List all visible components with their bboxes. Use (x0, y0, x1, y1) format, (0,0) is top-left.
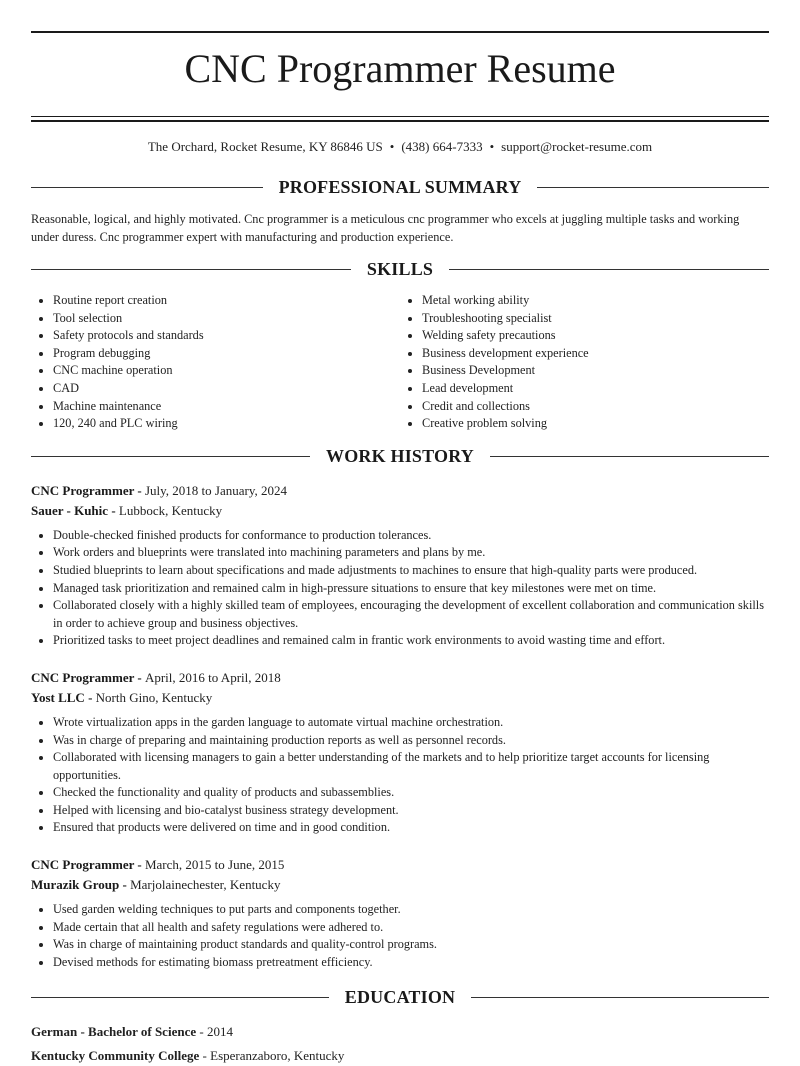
job-location: North Gino, Kentucky (95, 689, 213, 705)
school-location: Esperanzaboro, Kentucky (210, 1048, 345, 1064)
job-entry: CNC Programmer - July, 2018 to January, 2024 Sauer - Kuhic - Lubbock, Kentucky Double-checked finished products for conformance to production tolerances. Work orders and blueprints were translated into machining parameters and plans by me. Studied blueprints to learn about specifications and made adjustments to machines to ensure that high-quality parts were produced. Managed task prioritization and remained calm in high-pressure situations to ensure that key milestones were met on time. Collaborated closely with a highly skilled team of employees, encouraging the development of excellent collaboration and communication skills in order to achieve group and business objectives. Prioritized tasks to meet project deadlines and remained calm in frantic work environments to avoid wasting time and effort. (31, 481, 769, 650)
job-bullets (31, 527, 769, 650)
list-item: Prioritized tasks to meet project deadlines and remained calm in frantic work environments to avoid wasting time and effort. (31, 632, 769, 650)
section-title: PROFESSIONAL SUMMARY (278, 177, 522, 197)
list-item: Creative problem solving (400, 415, 769, 433)
company-name: Sauer - Kuhic (31, 502, 109, 518)
list-item: Routine report creation (31, 292, 400, 310)
summary-text: Reasonable, logical, and highly motivated. Cnc programmer is a meticulous cnc programmer who excels at juggling multiple tasks and working under duress. Cnc programmer expert with manufacturing and production experience. (31, 212, 740, 244)
contact-phone: (438) 664-7333 (401, 139, 483, 154)
job-dates: April, 2016 to April, 2018 (144, 669, 281, 685)
list-item: Collaborated with licensing managers to gain a better understanding of the markets and to help prioritize target accounts for licensing opportunities. (31, 749, 769, 784)
section-heading-work (31, 446, 769, 467)
job-title: CNC Programmer (31, 482, 135, 498)
section-heading-education (31, 987, 769, 1008)
company-name: Yost LLC (31, 689, 85, 705)
contact-address: The Orchard, Rocket Resume, KY 86846 US (147, 139, 383, 154)
section-heading-skills (31, 259, 769, 280)
list-item: Studied blueprints to learn about specifications and made adjustments to machines to ensure that high-quality parts were produced. (31, 562, 769, 580)
list-item: Used garden welding techniques to put parts and components together. (31, 901, 769, 919)
job-dates: March, 2015 to June, 2015 (144, 857, 285, 873)
title-double-rule (31, 116, 769, 122)
list-item: Troubleshooting specialist (400, 310, 769, 328)
list-item: Machine maintenance (31, 398, 400, 416)
graduation-year: 2014 (206, 1024, 233, 1040)
resume-page (0, 31, 800, 1066)
skills-column-left (31, 292, 400, 433)
list-item: Double-checked finished products for conformance to production tolerances. (31, 527, 769, 545)
job-entry: CNC Programmer - April, 2016 to April, 2018 Yost LLC - North Gino, Kentucky Wrote virtualization apps in the garden language to automate virtual machine orchestration. Was in charge of preparing and maintaining production reports as well as personnel records. Collaborated with licensing managers to gain a better understanding of the markets and to help prioritize target accounts for licensing opportunities. Checked the functionality and quality of products and subassemblies. Helped with licensing and bio-catalyst business strategy development. Ensured that products were delivered on time and in good condition. (31, 668, 769, 837)
list-item: Devised methods for estimating biomass pretreatment efficiency. (31, 954, 769, 972)
contact-email: support@rocket-resume.com (501, 139, 653, 154)
degree: German - Bachelor of Science (31, 1024, 197, 1040)
list-item: Business development experience (400, 345, 769, 363)
company-name: Murazik Group (31, 877, 120, 893)
skills-list (31, 292, 769, 433)
section-heading-summary (31, 177, 769, 198)
section-title: SKILLS (366, 259, 434, 279)
job-bullets (31, 714, 769, 837)
job-bullets (31, 901, 769, 971)
list-item: Was in charge of maintaining product standards and quality-control programs. (31, 936, 769, 954)
school-name: Kentucky Community College (31, 1048, 200, 1064)
job-location: Lubbock, Kentucky (118, 502, 223, 518)
list-item: Work orders and blueprints were translated into machining parameters and plans by me. (31, 544, 769, 562)
job-title: CNC Programmer (31, 669, 135, 685)
list-item: Collaborated closely with a highly skilled team of employees, encouraging the development of excellent collaboration and communication skills in order to achieve group and business objectives. (31, 597, 769, 632)
section-title: WORK HISTORY (326, 445, 474, 466)
list-item: Lead development (400, 380, 769, 398)
list-item: Credit and collections (400, 398, 769, 416)
list-item: Tool selection (31, 310, 400, 328)
bullet-separator: • (489, 139, 495, 154)
bullet-separator: • (389, 139, 395, 154)
list-item: 120, 240 and PLC wiring (31, 415, 400, 433)
list-item: Checked the functionality and quality of products and subassemblies. (31, 784, 769, 802)
list-item: Managed task prioritization and remained calm in high-pressure situations to ensure that key milestones were met on time. (31, 580, 769, 598)
job-entry: CNC Programmer - March, 2015 to June, 2015 Murazik Group - Marjolainechester, Kentucky Used garden welding techniques to put parts and components together. Made certain that all health and safety regulations were adhered to. Was in charge of maintaining product standards and quality-control programs. Devised methods for estimating biomass pretreatment efficiency. (31, 855, 769, 971)
job-location: Marjolainechester, Kentucky (130, 877, 281, 893)
list-item: Program debugging (31, 345, 400, 363)
list-item: Made certain that all health and safety regulations were adhered to. (31, 919, 769, 937)
top-rule (31, 31, 769, 33)
job-dates: July, 2018 to January, 2024 (144, 482, 287, 498)
list-item: Metal working ability (400, 292, 769, 310)
list-item: Ensured that products were delivered on time and in good condition. (31, 819, 769, 837)
list-item: Welding safety precautions (400, 327, 769, 345)
section-title: EDUCATION (344, 987, 456, 1008)
skills-column-right (400, 292, 769, 433)
job-title: CNC Programmer (31, 857, 135, 873)
page-title: CNC Programmer Resume (184, 46, 616, 91)
list-item: Wrote virtualization apps in the garden language to automate virtual machine orchestration. (31, 714, 769, 732)
education-entry: German - Bachelor of Science - 2014 Kentucky Community College - Esperanzaboro, Kentucky (31, 1024, 345, 1064)
work-history-list (31, 481, 769, 972)
list-item: Business Development (400, 362, 769, 380)
list-item: CAD (31, 380, 400, 398)
list-item: CNC machine operation (31, 362, 400, 380)
list-item: Safety protocols and standards (31, 327, 400, 345)
list-item: Was in charge of preparing and maintaining production reports as well as personnel records. (31, 732, 769, 750)
list-item: Helped with licensing and bio-catalyst business strategy development. (31, 802, 769, 820)
contact-line (31, 139, 769, 155)
